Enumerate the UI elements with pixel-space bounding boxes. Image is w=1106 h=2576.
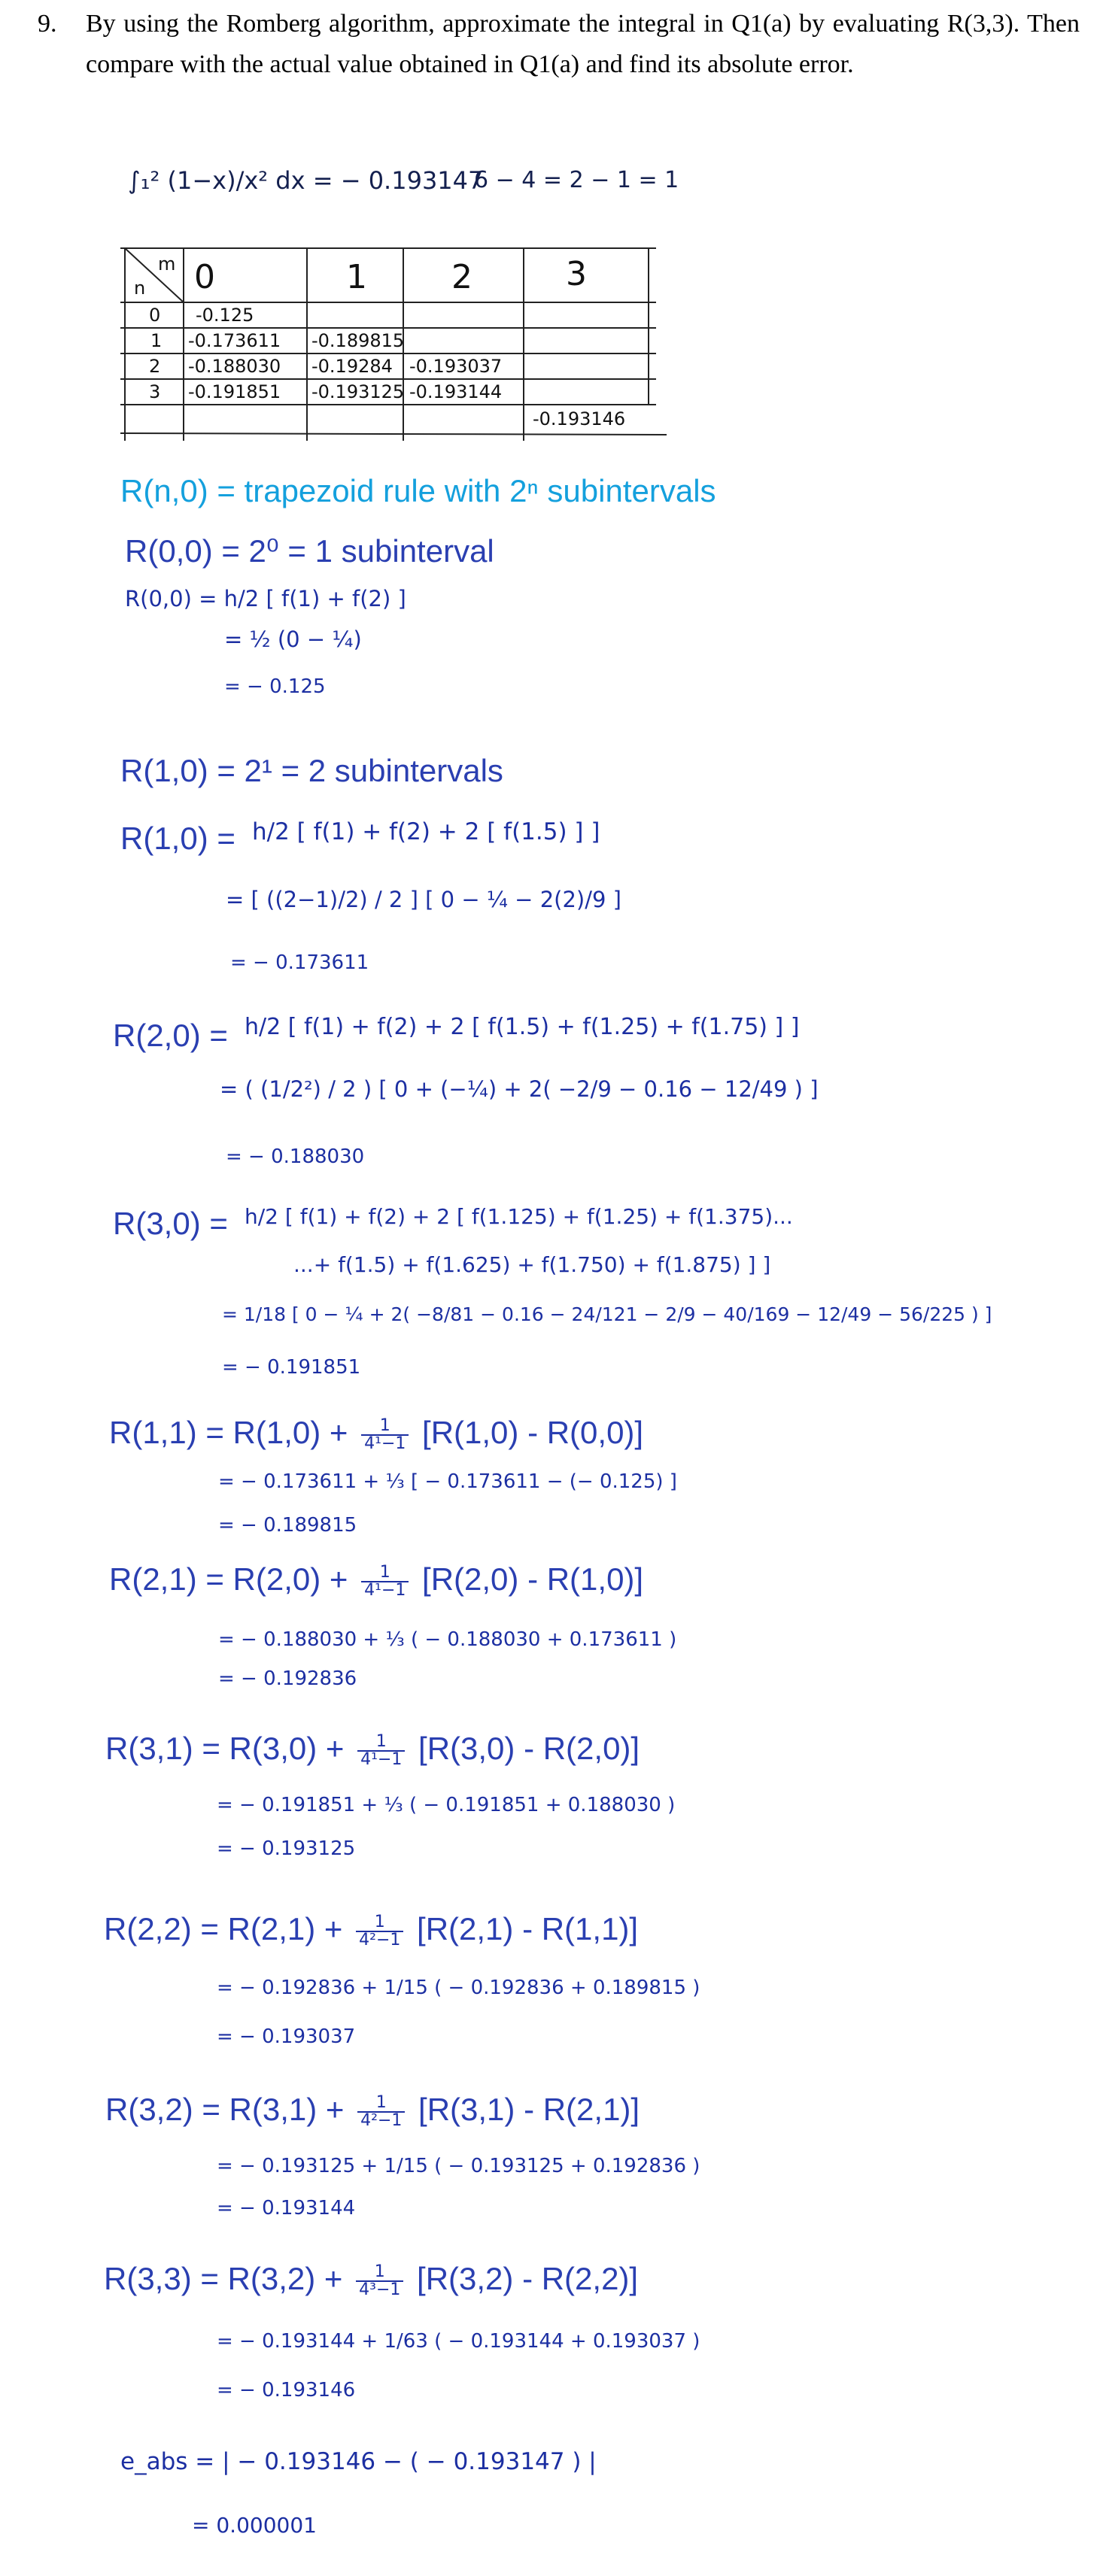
r20-result: = − 0.188030 bbox=[226, 1145, 365, 1168]
r32-formula bbox=[105, 2091, 640, 2129]
table-col-header: 3 bbox=[566, 255, 587, 293]
r31-fraction: $\frac{1}{\text{4¹−1}}$ bbox=[357, 1734, 405, 1768]
r10-result: = − 0.173611 bbox=[230, 951, 369, 974]
table-row-label: 3 bbox=[149, 381, 161, 402]
r33-line: = − 0.193144 + 1/63 ( − 0.193144 + 0.193037 ) bbox=[217, 2330, 700, 2353]
romberg-table bbox=[120, 247, 668, 450]
r22-left: R(2,2) = R(2,1) + bbox=[104, 1911, 343, 1946]
r21-fraction: $\frac{1}{\text{4¹−1}}$ bbox=[361, 1564, 409, 1599]
r22-formula bbox=[104, 1910, 638, 1949]
r22-right: [R(2,1) - R(1,1)] bbox=[417, 1911, 639, 1946]
table-cell: -0.193146 bbox=[533, 408, 626, 429]
side-note: 6 − 4 = 2 − 1 = 1 bbox=[474, 167, 679, 193]
r21-right: [R(2,0) - R(1,0)] bbox=[422, 1561, 644, 1597]
absolute-error-line: e_abs = | − 0.193146 − ( − 0.193147 ) | bbox=[120, 2448, 597, 2475]
r32-result: = − 0.193144 bbox=[217, 2197, 356, 2219]
problem-text: By using the Romberg algorithm, approximate the integral in Q1(a) by evaluating R(3,3). Then compare with the actual value obtained in Q1(a) and find its absolute error. bbox=[86, 10, 1080, 78]
r10-line: = [ ((2−1)/2) / 2 ] [ 0 − ¼ − 2(2)/9 ] bbox=[226, 887, 621, 912]
r22-result: = − 0.193037 bbox=[217, 2025, 356, 2048]
r10-eq-right: h/2 [ f(1) + f(2) + 2 [ f(1.5) ] ] bbox=[252, 818, 600, 845]
r11-fraction: $\frac{1}{\text{4¹−1}}$ bbox=[361, 1418, 409, 1452]
r30-result: = − 0.191851 bbox=[222, 1356, 361, 1379]
trapezoid-note: R(n,0) = trapezoid rule with 2ⁿ subintervals bbox=[120, 473, 716, 508]
table-row-label: 2 bbox=[149, 356, 161, 377]
r00-result: = − 0.125 bbox=[224, 675, 326, 698]
table-row-label: 0 bbox=[149, 305, 161, 326]
r30-line: = 1/18 [ 0 − ¼ + 2( −8/81 − 0.16 − 24/121 − 2/9 − 40/169 − 12/49 − 56/225 ) ] bbox=[222, 1303, 992, 1325]
table-cell: -0.173611 bbox=[188, 330, 281, 351]
r22-line: = − 0.192836 + 1/15 ( − 0.192836 + 0.189815 ) bbox=[217, 1977, 700, 1999]
r31-line: = − 0.191851 + ⅓ ( − 0.191851 + 0.188030 ) bbox=[217, 1794, 676, 1816]
r11-right: [R(1,0) - R(0,0)] bbox=[422, 1415, 644, 1450]
table-cell: -0.125 bbox=[196, 305, 254, 326]
table-cell: -0.193037 bbox=[409, 356, 503, 377]
absolute-error-result: = 0.000001 bbox=[192, 2513, 317, 2538]
r11-result: = − 0.189815 bbox=[218, 1514, 357, 1537]
r30-eq-right: h/2 [ f(1) + f(2) + 2 [ f(1.125) + f(1.25) + f(1.375)... bbox=[245, 1204, 793, 1229]
table-corner-n: n bbox=[134, 278, 146, 299]
r11-formula bbox=[109, 1414, 643, 1452]
table-cell: -0.193144 bbox=[409, 381, 503, 402]
r33-formula bbox=[104, 2260, 638, 2298]
r20-eq-right: h/2 [ f(1) + f(2) + 2 [ f(1.5) + f(1.25) + f(1.75) ] ] bbox=[245, 1014, 800, 1040]
r21-left: R(2,1) = R(2,0) + bbox=[109, 1561, 348, 1597]
r31-left: R(3,1) = R(3,0) + bbox=[105, 1731, 345, 1766]
r20-eq-left: R(2,0) = bbox=[113, 1018, 228, 1053]
r33-left: R(3,3) = R(3,2) + bbox=[104, 2261, 343, 2296]
r30-eq-left: R(3,0) = bbox=[113, 1206, 228, 1241]
table-col-header: 0 bbox=[194, 258, 215, 296]
table-cell: -0.193125 bbox=[311, 381, 405, 402]
r00-line: = ½ (0 − ¼) bbox=[224, 627, 362, 652]
r32-right: [R(3,1) - R(2,1)] bbox=[418, 2092, 640, 2127]
problem-number: 9. bbox=[38, 10, 57, 38]
r11-left: R(1,1) = R(1,0) + bbox=[109, 1415, 348, 1450]
r33-result: = − 0.193146 bbox=[217, 2379, 356, 2402]
r31-result: = − 0.193125 bbox=[217, 1837, 356, 1860]
integral-value: ∫₁² (1−x)/x² dx = − 0.193147 bbox=[128, 166, 484, 195]
r32-left: R(3,2) = R(3,1) + bbox=[105, 2092, 345, 2127]
table-cell: -0.189815 bbox=[311, 330, 405, 351]
r10-heading: R(1,0) = 2¹ = 2 subintervals bbox=[120, 753, 503, 788]
r31-right: [R(3,0) - R(2,0)] bbox=[418, 1731, 640, 1766]
table-col-header: 2 bbox=[451, 258, 472, 296]
r32-line: = − 0.193125 + 1/15 ( − 0.193125 + 0.192836 ) bbox=[217, 2155, 700, 2177]
r21-formula bbox=[109, 1561, 643, 1599]
r21-result: = − 0.192836 bbox=[218, 1667, 357, 1690]
problem-statement bbox=[30, 4, 1080, 85]
r33-fraction: $\frac{1}{\text{4³−1}}$ bbox=[356, 2264, 403, 2298]
table-cell: -0.191851 bbox=[188, 381, 281, 402]
table-corner-m: m bbox=[158, 253, 176, 275]
r21-line: = − 0.188030 + ⅓ ( − 0.188030 + 0.173611 ) bbox=[218, 1628, 677, 1651]
r00-heading: R(0,0) = 2⁰ = 1 subinterval bbox=[125, 533, 494, 569]
table-row-label: 1 bbox=[150, 330, 163, 351]
r00-line: R(0,0) = h/2 [ f(1) + f(2) ] bbox=[125, 586, 406, 611]
r11-line: = − 0.173611 + ⅓ [ − 0.173611 − (− 0.125) ] bbox=[218, 1470, 677, 1493]
r32-fraction: $\frac{1}{\text{4²−1}}$ bbox=[357, 2095, 405, 2129]
r30-line: ...+ f(1.5) + f(1.625) + f(1.750) + f(1.875) ] ] bbox=[293, 1252, 771, 1277]
table-col-header: 1 bbox=[346, 258, 367, 296]
r33-right: [R(3,2) - R(2,2)] bbox=[417, 2261, 639, 2296]
table-cell: -0.19284 bbox=[311, 356, 393, 377]
r22-fraction: $\frac{1}{\text{4²−1}}$ bbox=[356, 1914, 403, 1949]
r31-formula bbox=[105, 1730, 640, 1768]
r10-eq-left: R(1,0) = bbox=[120, 821, 235, 856]
r20-line: = ( (1/2²) / 2 ) [ 0 + (−¼) + 2( −2/9 − 0.16 − 12/49 ) ] bbox=[220, 1076, 819, 1102]
table-cell: -0.188030 bbox=[188, 356, 281, 377]
